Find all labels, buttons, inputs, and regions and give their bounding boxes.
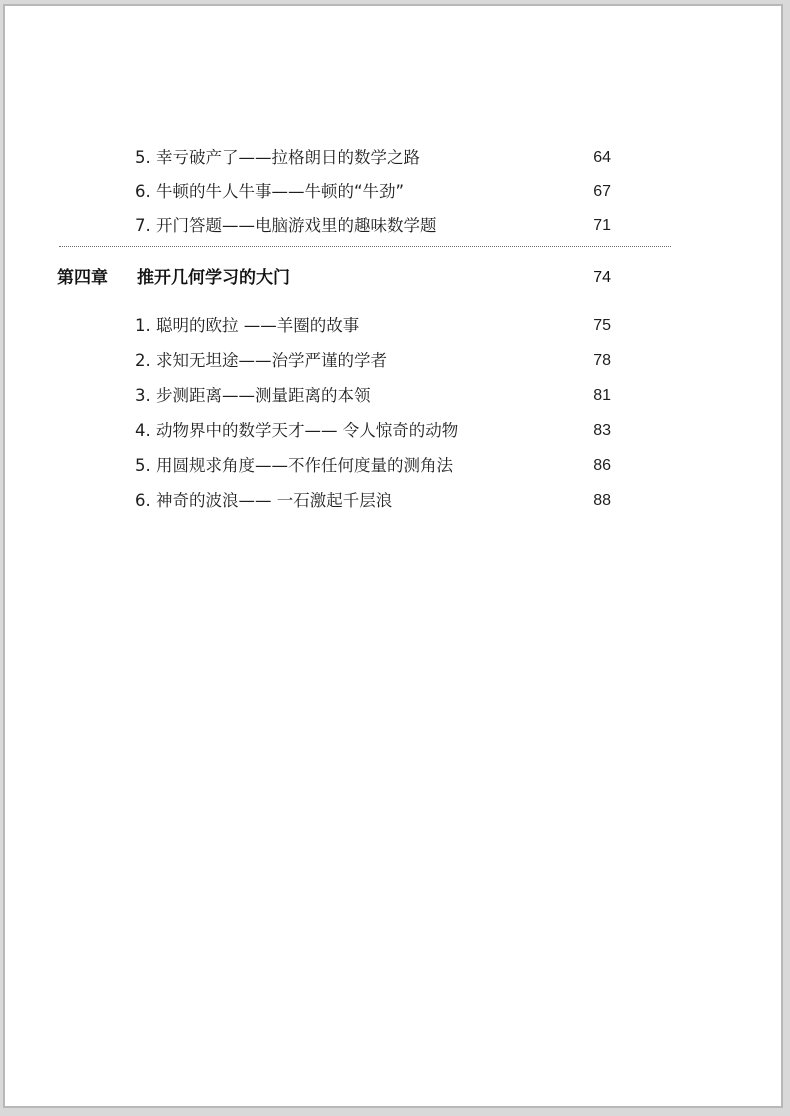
toc-entry-page: 78 (593, 352, 611, 369)
toc-entry-title: 3. 步测距离——测量距离的本领 (135, 386, 371, 405)
toc-entry-page: 64 (593, 149, 611, 166)
toc-entry-title: 7. 开门答题——电脑游戏里的趣味数学题 (135, 216, 437, 235)
toc-entry[interactable] (5, 486, 785, 516)
chapter-title: 推开几何学习的大门 (137, 268, 290, 288)
toc-entry-page: 88 (593, 492, 611, 509)
toc-entry-page: 83 (593, 422, 611, 439)
toc-entry-page: 71 (593, 217, 611, 234)
toc-entry-title: 4. 动物界中的数学天才—— 令人惊奇的动物 (135, 421, 459, 440)
chapter-page: 74 (593, 269, 611, 286)
toc-entry[interactable] (5, 381, 785, 411)
toc-entry[interactable] (5, 416, 785, 446)
toc-entry[interactable] (5, 311, 785, 341)
toc-entry-title: 5. 幸亏破产了——拉格朗日的数学之路 (135, 148, 420, 167)
toc-entry-title: 6. 牛顿的牛人牛事——牛顿的“牛劲” (135, 182, 405, 201)
chapter-number: 第四章 (57, 268, 108, 288)
toc-entry-page: 81 (593, 387, 611, 404)
toc-entry-title: 6. 神奇的波浪—— 一石激起千层浪 (135, 491, 393, 510)
toc-entry[interactable] (5, 177, 785, 207)
chapter-heading[interactable] (5, 263, 785, 293)
toc-entry-title: 1. 聪明的欧拉 ——羊圈的故事 (135, 316, 360, 335)
toc-entry[interactable] (5, 211, 785, 241)
toc-entry[interactable] (5, 346, 785, 376)
book-page (3, 4, 783, 1108)
toc-entry[interactable] (5, 451, 785, 481)
toc-entry-title: 5. 用圆规求角度——不作任何度量的测角法 (135, 456, 453, 475)
toc-entry-page: 67 (593, 183, 611, 200)
dotted-divider (59, 246, 671, 247)
toc-entry-page: 86 (593, 457, 611, 474)
toc-entry-title: 2. 求知无坦途——治学严谨的学者 (135, 351, 387, 370)
toc-entry[interactable] (5, 143, 785, 173)
toc-entry-page: 75 (593, 317, 611, 334)
